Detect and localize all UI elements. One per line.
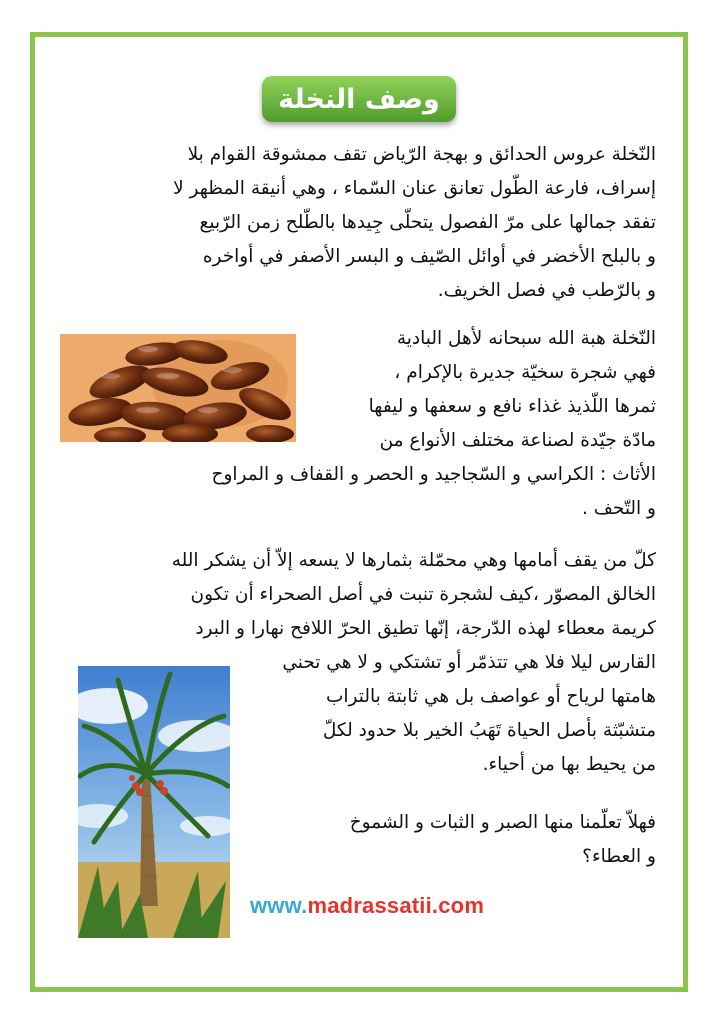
paragraph-line: فهلاّ تعلّمنا منها الصبر و الثبات و الشموخ bbox=[349, 812, 656, 833]
paragraph-line: إسراف، فارعة الطّول تعانق عنان السّماء ، وهي أنيقة المظهر لا bbox=[173, 178, 656, 199]
paragraph-line: القارس ليلا فلا هي تتذمّر أو تشتكي و لا هي تحني bbox=[282, 652, 656, 673]
paragraph-line: فهي شجرة سخيّة جديرة بالإكرام ، bbox=[394, 362, 656, 383]
palm-tree-image bbox=[78, 666, 230, 938]
paragraph-line: ثمرها اللّذيذ غذاء نافع و سعفها و ليفها bbox=[368, 396, 656, 417]
paragraph-line: و العطاء؟ bbox=[582, 846, 656, 867]
paragraph-line: و بالبلح الأخضر في أوائل الصّيف و البسر الأصفر في أواخره bbox=[202, 246, 656, 267]
paragraph-line: تفقد جمالها على مرّ الفصول يتحلّى جِيدها بالطّلح زمن الرّبيع bbox=[199, 212, 656, 233]
paragraph-line: كريمة معطاء لهذه الدّرجة، إنّها تطيق الحرّ اللافح نهارا و البرد bbox=[195, 618, 656, 639]
paragraph-2 bbox=[66, 322, 656, 526]
paragraph-1 bbox=[66, 138, 656, 308]
website-link[interactable] bbox=[250, 893, 484, 919]
paragraph-line: النّخلة عروس الحدائق و بهجة الرّياض تقف ممشوقة القوام بلا bbox=[187, 144, 656, 165]
paragraph-4 bbox=[238, 806, 656, 874]
paragraph-line: مادّة جيّدة لصناعة مختلف الأنواع من bbox=[379, 430, 656, 451]
page-title-text: وصف النخلة bbox=[278, 83, 440, 115]
website-domain: madrassatii.com bbox=[307, 893, 485, 918]
paragraph-line: متشبّثة بأصل الحياة تَهَبُ الخير بلا حدود لكلّ bbox=[322, 720, 656, 741]
paragraph-line: الخالق المصوّر ،كيف لشجرة تنبت في أصل الصحراء أن تكون bbox=[190, 584, 656, 605]
paragraph-line: النّخلة هبة الله سبحانه لأهل البادية bbox=[396, 328, 656, 349]
paragraph-line: هامتها لرياح أو عواصف بل هي ثابتة بالتراب bbox=[326, 686, 656, 707]
paragraph-line: كلّ من يقف أمامها وهي محمّلة بثمارها لا يسعه إلاّ أن يشكر الله bbox=[171, 550, 656, 571]
page-title bbox=[262, 76, 456, 122]
website-prefix: www. bbox=[250, 893, 308, 918]
paragraph-line: و بالرّطب في فصل الخريف. bbox=[437, 280, 656, 301]
paragraph-line: الأثاث : الكراسي و السّجاجيد و الحصر و القفاف و المراوح bbox=[211, 464, 656, 485]
palm-tree-illustration bbox=[78, 666, 230, 938]
paragraph-line: و التّحف . bbox=[581, 498, 656, 519]
paragraph-line: من يحيط بها من أحياء. bbox=[482, 754, 656, 775]
